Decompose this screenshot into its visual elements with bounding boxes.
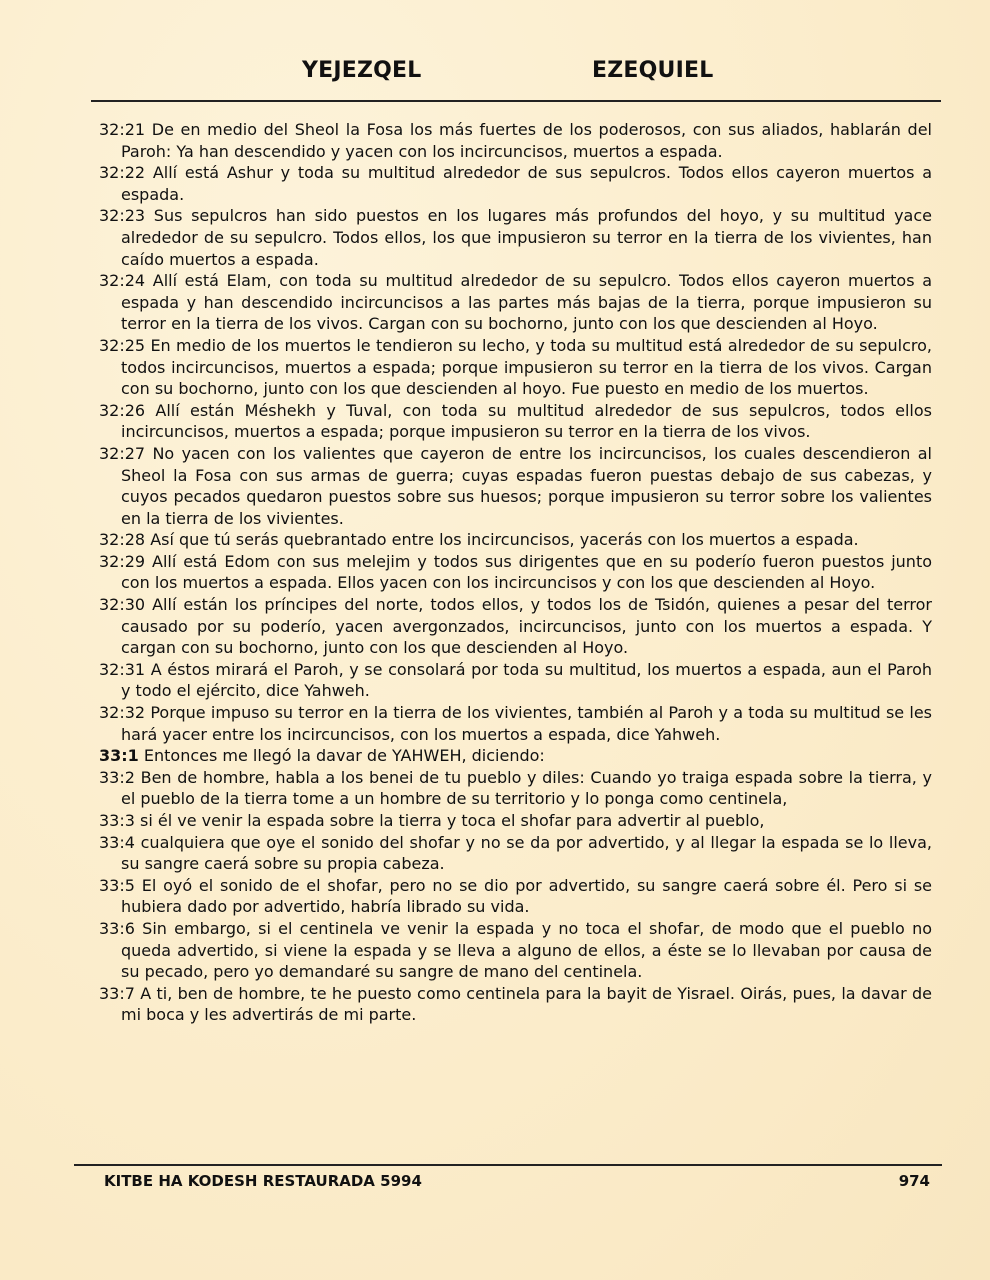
verse-reference: 33:3 [99,811,135,830]
footer-book-name: KITBE HA KODESH RESTAURADA 5994 [104,1172,422,1190]
verse-reference: 32:26 [99,400,146,420]
verse-text: En medio de los muertos le tendieron su lecho, y toda su multitud está alrededor de su sepulcro, todos incircuncisos, muertos a espada; porque impusieron su terror en la tierra de los vivos. Cargan con su bochorno, junto con los que descienden al hoyo. Fue puesto en medio de los muertos. [121,335,932,399]
verse-text: Allí están Méshekh y Tuval, con toda su multitud alrededor de sus sepulcros, todos ellos incircuncisos, muertos a espada; porque impusieron su terror en la tierra de los vivos. [121,400,932,442]
verse-text: Sin embargo, si el centinela ve venir la espada y no toca el shofar, de modo que el pueblo no queda advertido, si viene la espada y se lleva a alguno de ellos, a éste se lo llevaban por causa de su pecado, pero yo demandaré su sangre de mano del centinela. [121,918,932,982]
page-number: 974 [898,1172,930,1190]
verse-text: Sus sepulcros han sido puestos en los lugares más profundos del hoyo, y su multitud yace alrededor de su sepulcro. Todos ellos, los que impusieron su terror en la tierra de los vivientes, han caído muertos a espada. [121,206,932,269]
verse-reference: 32:22 [99,163,146,183]
verse-reference: 32:29 [99,551,146,571]
verse-list [99,119,932,1026]
verse-reference: 33:6 [99,918,135,938]
verse-text: A éstos mirará el Paroh, y se consolará por toda su multitud, los muertos a espada, aun el Paroh y todo el ejército, dice Yahweh. [121,659,932,701]
verse-text: Ben de hombre, habla a los benei de tu pueblo y diles: Cuando yo traiga espada sobre la tierra, y el pueblo de la tierra tome a un hombre de su territorio y lo ponga como centinela, [121,767,932,809]
verse-paragraph [99,529,932,551]
verse-paragraph [99,832,932,875]
verse-paragraph [99,400,932,443]
verse-paragraph [99,918,932,983]
verse-text: Entonces me llegó la davar de YAHWEH, diciendo: [138,746,545,766]
footer-divider [74,1164,942,1166]
hebrew-book-title: YEJEZQEL [302,58,422,83]
verse-reference: 33:1 [99,746,139,766]
verse-paragraph [99,983,932,1026]
verse-text: El oyó el sonido de el shofar, pero no se dio por advertido, su sangre caerá sobre él. Pero si se hubiera dado por advertido, habría librado su vida. [121,875,932,917]
verse-reference: 32:27 [99,443,146,463]
verse-text: A ti, ben de hombre, te he puesto como centinela para la bayit de Yisrael. Oirás, pues, la davar de mi boca y les advertirás de mi parte. [121,983,932,1025]
verse-paragraph [99,162,932,205]
verse-reference: 32:28 [99,530,146,550]
verse-reference: 32:23 [99,206,146,226]
verse-text: Allí está Ashur y toda su multitud alrededor de sus sepulcros. Todos ellos cayeron muertos a espada. [121,163,932,204]
verse-paragraph [99,810,932,832]
verse-paragraph [99,270,932,335]
verse-reference: 32:25 [99,335,146,355]
verse-paragraph [99,594,932,659]
verse-paragraph [99,659,932,702]
verse-paragraph [99,745,932,767]
verse-paragraph [99,551,932,594]
verse-text: cualquiera que oye el sonido del shofar y no se da por advertido, y al llegar la espada se lo lleva, su sangre caerá sobre su propia cabeza. [121,832,932,874]
verse-paragraph [99,767,932,810]
page-header [0,58,990,90]
verse-paragraph [99,205,932,270]
verse-text: Así que tú serás quebrantado entre los incircuncisos, yacerás con los muertos a espada. [145,530,859,550]
verse-text: No yacen con los valientes que cayeron de entre los incircuncisos, los cuales descendieron al Sheol la Fosa con sus armas de guerra; cuyas espadas fueron puestas debajo de sus cabezas, y cuyos pecados quedaron puestos sobre sus huesos; porque impusieron su terror sobre los valientes en la tierra de los vivientes. [121,443,932,528]
verse-reference: 33:2 [99,767,135,787]
verse-reference: 32:32 [99,703,146,723]
verse-paragraph [99,875,932,918]
verse-paragraph [99,335,932,400]
verse-text: De en medio del Sheol la Fosa los más fuertes de los poderosos, con sus aliados, hablarán del Paroh: Ya han descendido y yacen con los incircuncisos, muertos a espada. [121,120,932,161]
verse-reference: 32:21 [99,120,146,139]
verse-paragraph [99,702,932,745]
verse-paragraph [99,119,932,162]
verse-reference: 33:5 [99,875,135,895]
page-footer [0,1172,990,1196]
verse-reference: 33:7 [99,983,135,1003]
verse-text: si él ve venir la espada sobre la tierra y toca el shofar para advertir al pueblo, [134,811,765,830]
verse-paragraph [99,443,932,529]
verse-reference: 33:4 [99,832,135,852]
spanish-book-title: EZEQUIEL [592,58,714,83]
verse-reference: 32:24 [99,271,146,291]
verse-reference: 32:31 [99,659,146,679]
verse-text: Allí está Elam, con toda su multitud alrededor de su sepulcro. Todos ellos cayeron muertos a espada y han descendido incircuncisos a las partes más bajas de la tierra, porque impusieron su terror en la tierra de los vivos. Cargan con su bochorno, junto con los que descienden al Hoyo. [121,271,932,334]
header-divider [91,100,941,102]
verse-text: Allí están los príncipes del norte, todos ellos, y todos los de Tsidón, quienes a pesar del terror causado por su poderío, yacen avergonzados, incircuncisos, junto con los muertos a espada. Y cargan con su bochorno, junto con los que descienden al Hoyo. [121,595,932,658]
verse-text: Porque impuso su terror en la tierra de los vivientes, también al Paroh y a toda su multitud se les hará yacer entre los incircuncisos, con los muertos a espada, dice Yahweh. [121,703,932,744]
verse-reference: 32:30 [99,595,146,615]
verse-text: Allí está Edom con sus melejim y todos sus dirigentes que en su poderío fueron puestos junto con los muertos a espada. Ellos yacen con los incircuncisos y con los que descienden al Hoyo. [121,551,932,593]
